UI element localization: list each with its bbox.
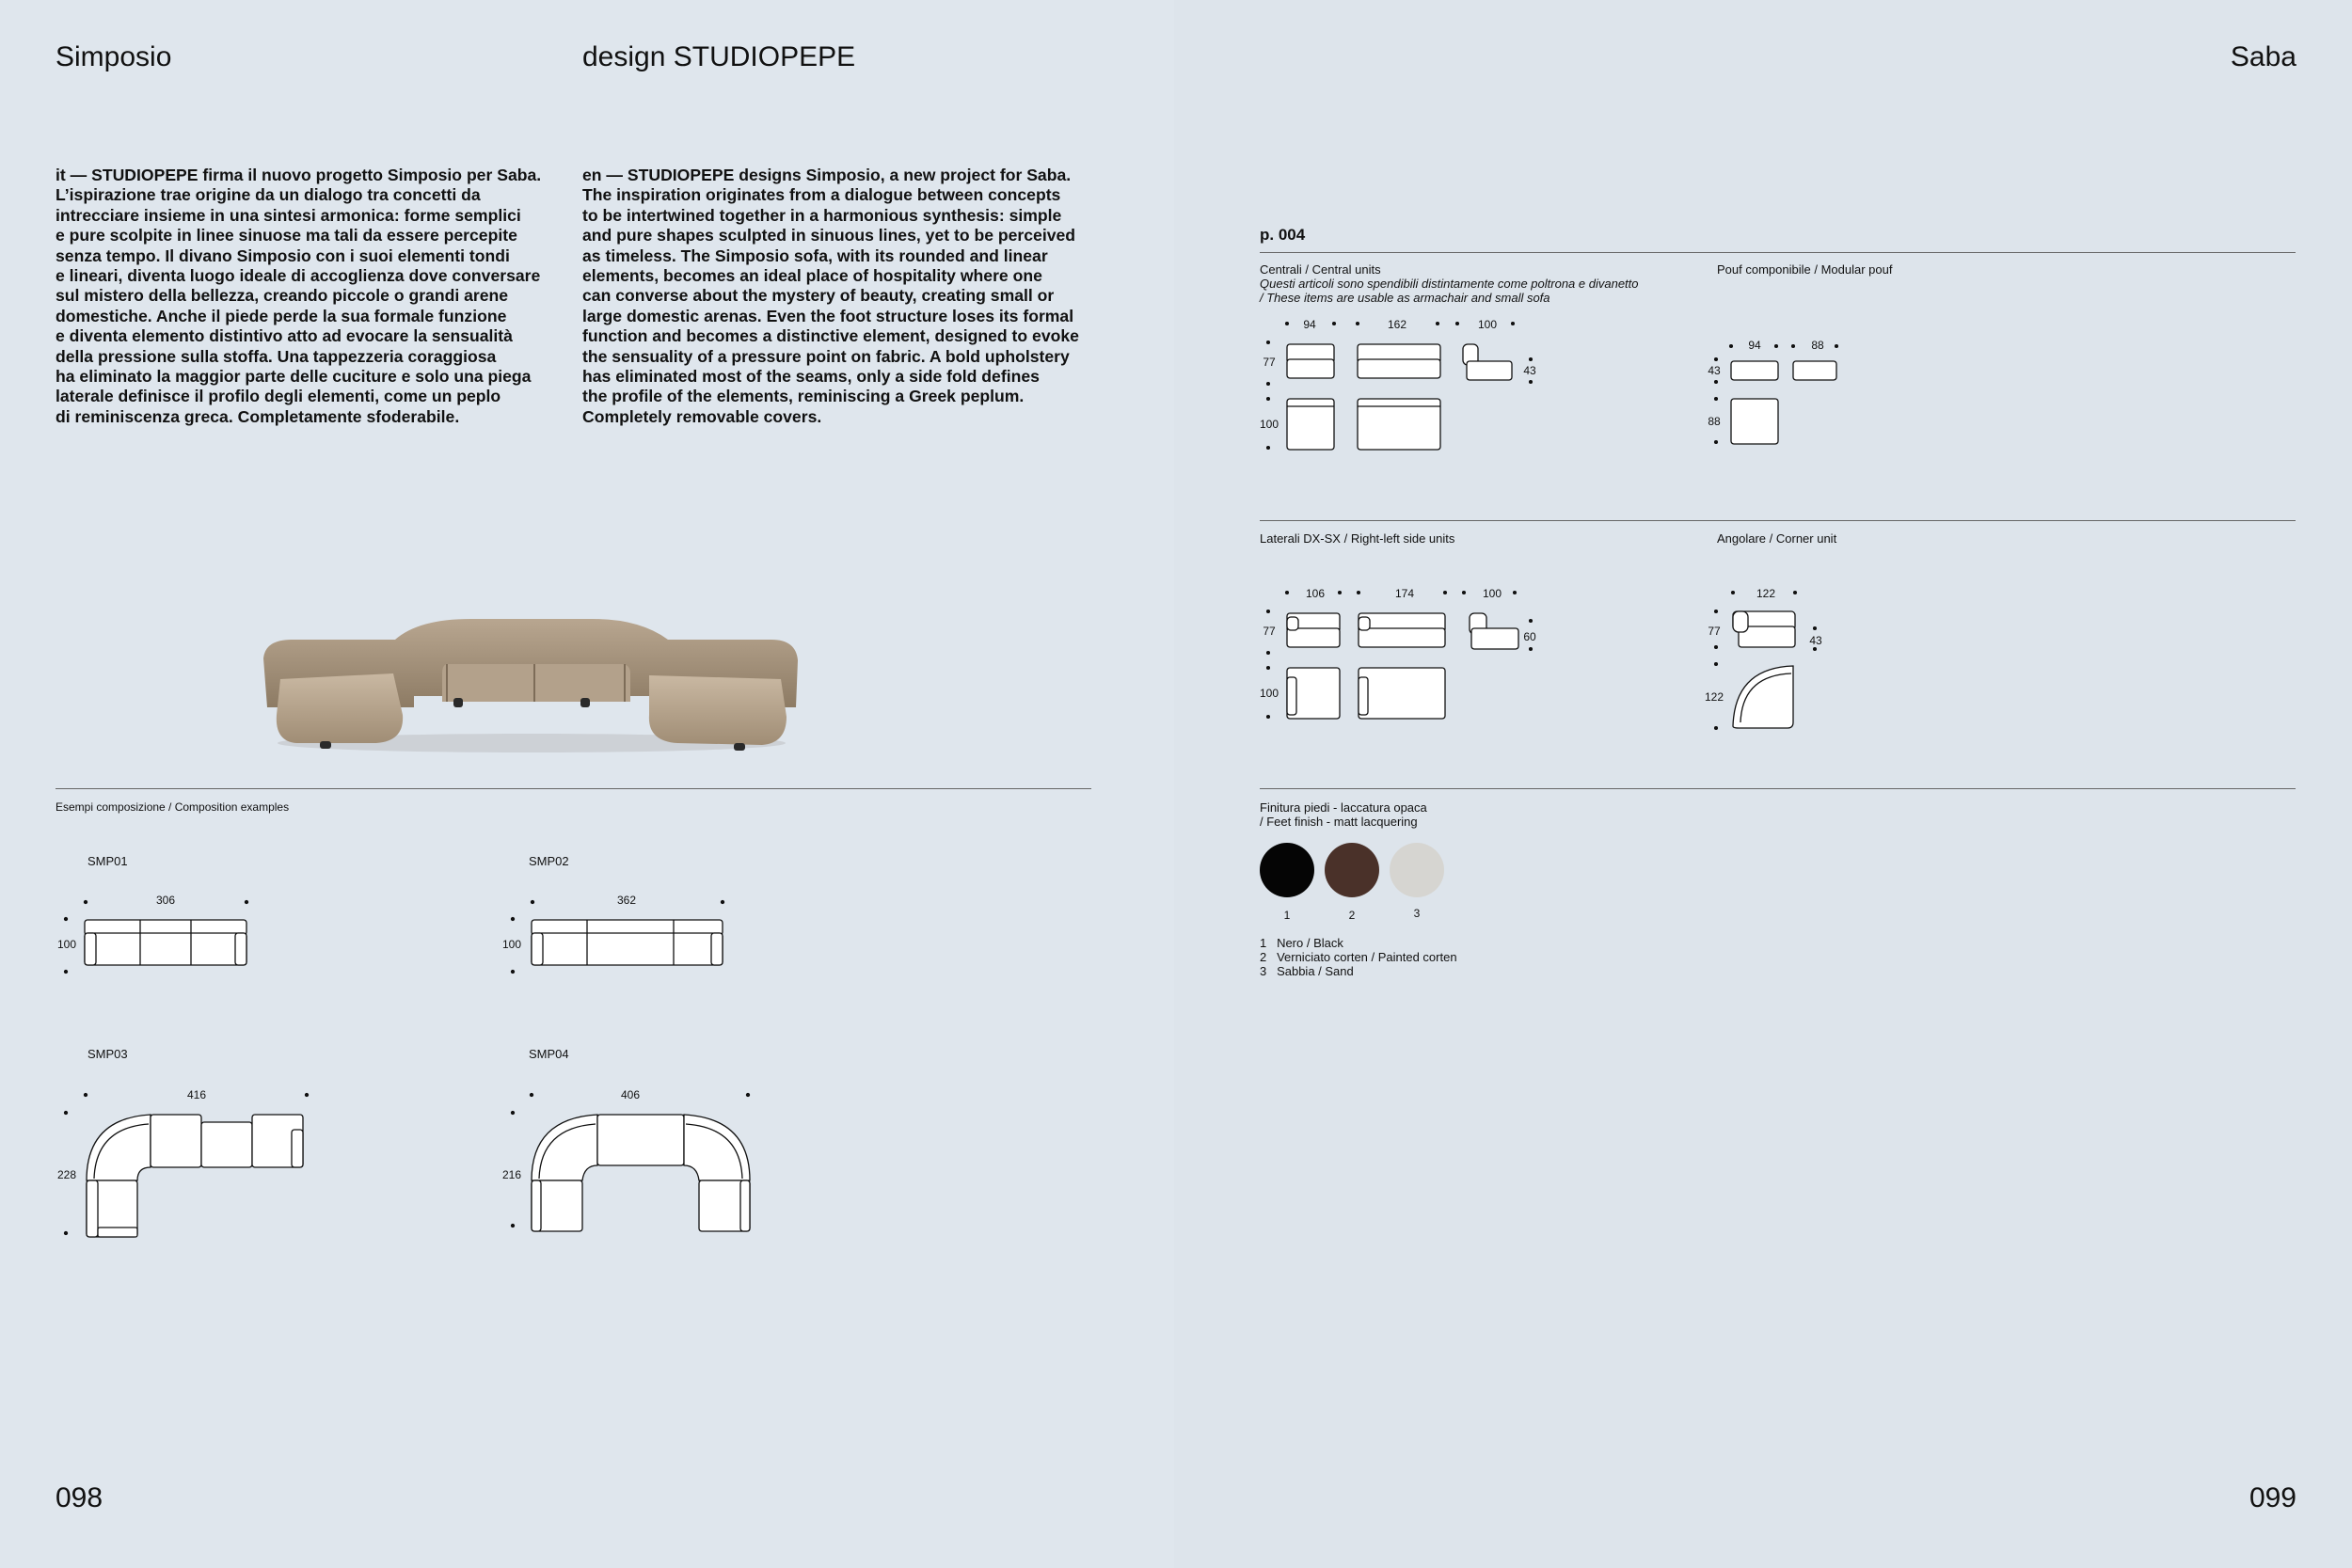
swatch-corten	[1325, 843, 1379, 897]
composition-depth: 228	[56, 1168, 77, 1181]
corner-width: 122	[1756, 587, 1776, 600]
lateral-depth: 100	[1259, 687, 1279, 700]
right-page-background	[1174, 0, 2352, 1568]
central-width-1: 94	[1303, 318, 1316, 331]
corner-depth: 122	[1704, 690, 1724, 704]
swatch-black	[1260, 843, 1314, 897]
pouf-width-1: 94	[1748, 339, 1761, 352]
corner-unit-title: Angolare / Corner unit	[1717, 531, 1837, 546]
composition-width: 416	[186, 1088, 207, 1101]
composition-depth: 216	[501, 1168, 522, 1181]
composition-width: 406	[620, 1088, 641, 1101]
central-width-2: 162	[1387, 318, 1407, 331]
pouf-title: Pouf componibile / Modular pouf	[1717, 262, 1893, 277]
central-depth: 100	[1259, 418, 1279, 431]
central-width-3: 100	[1477, 318, 1498, 331]
composition-width: 306	[155, 894, 176, 907]
divider-bottom	[1260, 788, 2296, 789]
page-number-left: 098	[56, 1482, 103, 1513]
composition-code: SMP04	[529, 1047, 569, 1061]
page-reference: p. 004	[1260, 226, 1306, 244]
finish-legend-1: 1 Nero / Black	[1260, 936, 1343, 950]
swatch-number: 3	[1413, 907, 1421, 920]
central-units-note-en: / These items are usable as armachair and small sofa	[1260, 291, 1550, 305]
composition-width: 362	[616, 894, 637, 907]
composition-depth: 100	[56, 938, 77, 951]
central-units-title: Centrali / Central units	[1260, 262, 1381, 277]
pouf-diagram	[1710, 337, 1851, 450]
lateral-units-title: Laterali DX-SX / Right-left side units	[1260, 531, 1455, 546]
central-height: 77	[1263, 356, 1276, 369]
compositions-heading: Esempi composizione / Composition examples	[56, 800, 290, 814]
lateral-width-2: 174	[1394, 587, 1415, 600]
designer-credit: design STUDIOPEPE	[582, 41, 856, 72]
lateral-width-3: 100	[1482, 587, 1502, 600]
pouf-width-2: 88	[1811, 339, 1824, 352]
swatch-number: 1	[1283, 909, 1291, 922]
corner-height: 77	[1708, 625, 1721, 638]
composition-depth: 100	[501, 938, 522, 951]
composition-diagram-smp03	[56, 1086, 329, 1246]
product-title: Simposio	[56, 41, 172, 72]
swatch-number: 2	[1348, 909, 1356, 922]
corner-seat-height: 43	[1809, 634, 1822, 647]
description-english: en — STUDIOPEPE designs Simposio, a new project for Saba. The inspiration originates from a dialogue between concepts to be intertwined together in a harmonious synthesis: simple and pure shapes sculpted in sinuous lines, yet to be perceived as timeless. The Simposio sofa, with its rounded and linear elements, becomes an ideal place of hospitality where one can converse about the mystery of beauty, creating small or large domestic arenas. Even the foot structure loses its formal function and becomes a distinctive element, designed to evoke the sensuality of a pressure point on fabric. A bold upholstery has eliminated most of the seams, only a side fold defines the profile of the elements, reminiscing a Greek peplum. Completely removable covers.	[582, 166, 1079, 426]
sofa-photo	[254, 602, 809, 762]
pouf-height: 43	[1708, 364, 1721, 377]
lateral-width-1: 106	[1305, 587, 1326, 600]
central-seat-height: 43	[1523, 364, 1536, 377]
corner-unit-diagram	[1710, 585, 1823, 736]
composition-diagram-smp01	[56, 894, 273, 978]
central-units-note-it: Questi articoli sono spendibili distintamente come poltrona e divanetto	[1260, 277, 1639, 291]
pouf-depth: 88	[1708, 415, 1721, 428]
page-number-right: 099	[2249, 1482, 2296, 1513]
finish-legend-3: 3 Sabbia / Sand	[1260, 964, 1354, 978]
description-italian: it — STUDIOPEPE firma il nuovo progetto Simposio per Saba. L’ispirazione trae origine da un dialogo tra concetti da intrecciare insieme in una sintesi armonica: forme semplici e pure scolpite in linee sinuose ma tali da essere percepite senza tempo. Il divano Simposio con i suoi elementi tondi e lineari, diventa luogo ideale di accoglienza dove conversare sul mistero della bellezza, creando piccole o grandi arene domestiche. Anche il piede perde la sua formale funzione e diventa elemento distintivo atto ad evocare la sensualità della pressione sulla stoffa. Una tappezzeria coraggiosa ha eliminato la maggior parte delle cuciture e solo una piega laterale definisce il profilo degli elementi, come un peplo di reminiscenza greca. Completamente sfoderabile.	[56, 166, 542, 426]
feet-finish-title-en: / Feet finish - matt lacquering	[1260, 815, 1418, 829]
central-units-diagram	[1261, 316, 1543, 457]
divider-middle	[1260, 520, 2296, 521]
divider-left	[56, 788, 1091, 789]
brand-name: Saba	[2230, 41, 2296, 72]
composition-diagram-smp02	[503, 894, 748, 978]
lateral-seat-height: 60	[1523, 630, 1536, 643]
composition-code: SMP02	[529, 854, 569, 868]
divider-top	[1260, 252, 2296, 253]
composition-code: SMP01	[87, 854, 128, 868]
lateral-height: 77	[1263, 625, 1276, 638]
finish-legend-2: 2 Verniciato corten / Painted corten	[1260, 950, 1457, 964]
lateral-units-diagram	[1261, 585, 1543, 726]
composition-diagram-smp04	[503, 1086, 767, 1246]
feet-finish-title-it: Finitura piedi - laccatura opaca	[1260, 800, 1427, 815]
composition-code: SMP03	[87, 1047, 128, 1061]
swatch-sand	[1390, 843, 1444, 897]
